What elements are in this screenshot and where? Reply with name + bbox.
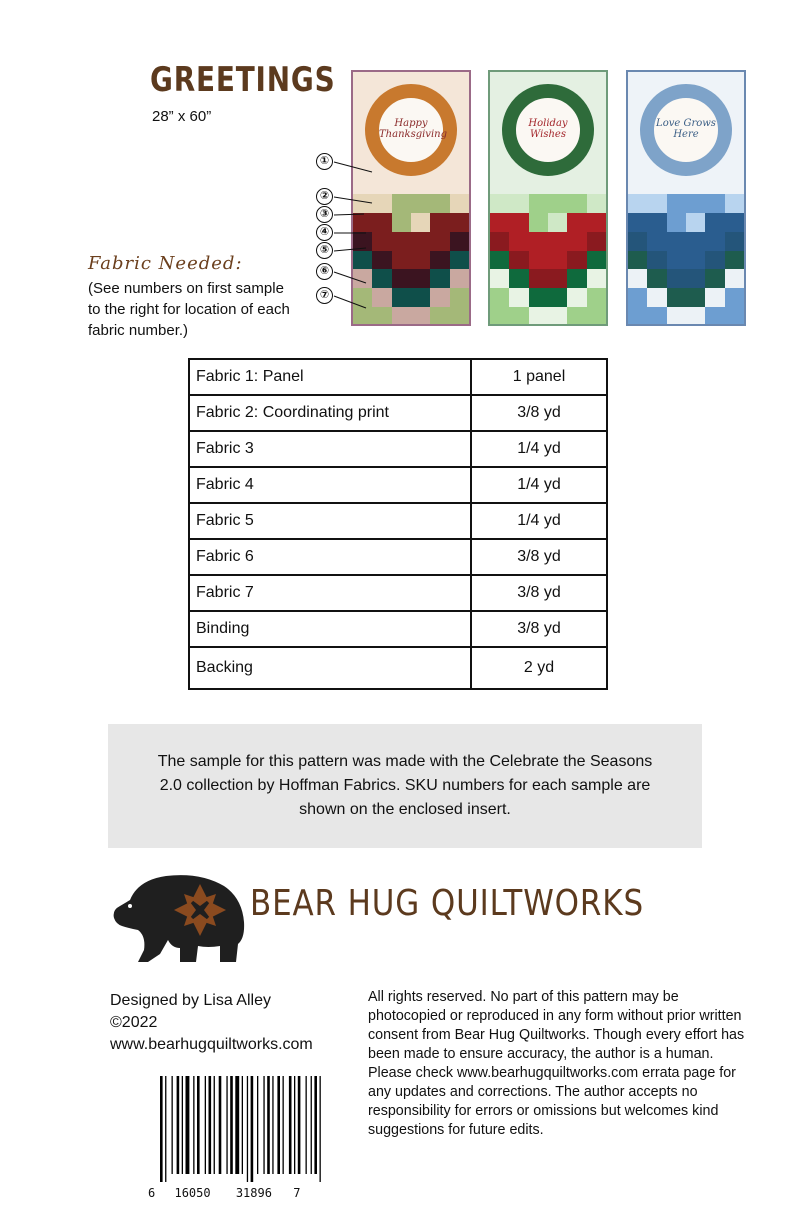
wreath-text: Happy Thanksgiving (379, 118, 447, 140)
barcode-group-right: 31896 (235, 1186, 272, 1200)
fabric-amount-cell: 1 panel (471, 359, 607, 395)
callout-number-3: ③ (316, 206, 333, 223)
bear-logo-icon (108, 866, 248, 966)
fabric-name-cell: Fabric 1: Panel (189, 359, 471, 395)
sample-info-line: 2.0 collection by Hoffman Fabrics. SKU numbers for each sample are (159, 777, 651, 794)
barcode-bar (205, 1076, 206, 1174)
barcode-bar (267, 1076, 270, 1174)
fabric-name-cell: Fabric 7 (189, 575, 471, 611)
barcode-bar (242, 1076, 243, 1174)
barcode-bar (209, 1076, 212, 1174)
designer-info (110, 990, 313, 1056)
sample-info-line: shown on the enclosed insert. (299, 801, 511, 818)
fabric-row (189, 395, 607, 431)
barcode-bar (314, 1076, 317, 1174)
fabric-row (189, 539, 607, 575)
fabric-name-cell: Binding (189, 611, 471, 647)
fabric-name-cell: Fabric 2: Coordinating print (189, 395, 471, 431)
barcode-digit-check: 7 (293, 1186, 301, 1200)
fabric-row (189, 359, 607, 395)
barcode-bar (277, 1076, 280, 1174)
barcode-bar (160, 1076, 163, 1182)
callout-number-6: ⑥ (316, 263, 333, 280)
callout-number-1: ① (316, 153, 333, 170)
barcode-bar (235, 1076, 239, 1174)
fabric-amount-cell: 1/4 yd (471, 431, 607, 467)
sample-info-box (108, 724, 702, 848)
designer-name: Designed by Lisa Alley (110, 992, 271, 1009)
barcode-bar (272, 1076, 273, 1174)
fabric-row (189, 611, 607, 647)
sample-info-line: The sample for this pattern was made with the Celebrate the Seasons (157, 753, 653, 770)
wreath-text: Holiday Wishes (528, 118, 568, 140)
fabric-row (189, 431, 607, 467)
leader-line-1 (334, 162, 372, 172)
pattern-title: GREETINGS (150, 60, 336, 100)
leader-line-6 (334, 272, 366, 283)
brand-name: BEAR HUG QUILTWORKS (250, 883, 644, 924)
leader-line-3 (334, 214, 364, 215)
fabric-name-cell: Fabric 4 (189, 467, 471, 503)
barcode-bar (306, 1076, 307, 1174)
fabric-name-cell: Fabric 3 (189, 431, 471, 467)
barcode-bar (251, 1076, 254, 1182)
fabric-note: (See numbers on first sample to the right for location of each fabric number.) (88, 280, 290, 339)
rights-statement: All rights reserved. No part of this pattern may be photocopied or reproduced in any form without prior written consent from Bear Hug Quiltworks. Though every effort has been made to ensure accuracy, the author is a human. Please check www.bearhugquiltworks.com errata page for any updates and corrections. The author accepts no responsibility for errors or omissions but welcomes kind suggestions for future edits. (368, 989, 745, 1138)
fabric-amount-cell: 3/8 yd (471, 575, 607, 611)
leader-line-2 (334, 197, 372, 203)
barcode-number (148, 1186, 300, 1200)
fabric-name-cell: Fabric 5 (189, 503, 471, 539)
barcode-bar (219, 1076, 222, 1174)
barcode-bar (230, 1076, 233, 1174)
callout-number-2: ② (316, 188, 333, 205)
barcode-bar (165, 1076, 166, 1182)
barcode-bar (320, 1076, 321, 1182)
barcode-bar (311, 1076, 312, 1174)
barcode-bar (186, 1076, 190, 1174)
barcode-bar (182, 1076, 183, 1174)
leader-line-7 (334, 296, 366, 308)
fabric-amount-cell: 3/8 yd (471, 395, 607, 431)
barcode-bar (226, 1076, 227, 1174)
fabric-row (189, 503, 607, 539)
barcode-icon (158, 1076, 322, 1184)
fabric-needed-heading: Fabric Needed: (88, 253, 243, 274)
copyright-year: ©2022 (110, 1014, 158, 1031)
barcode-bar (298, 1076, 301, 1174)
barcode-bar (193, 1076, 194, 1174)
fabric-requirements-table (188, 358, 608, 690)
fabric-amount-cell: 3/8 yd (471, 539, 607, 575)
barcode-bar (172, 1076, 173, 1174)
barcode-bar (283, 1076, 284, 1174)
fabric-row (189, 575, 607, 611)
barcode-bar (197, 1076, 200, 1174)
sample-info-text (108, 750, 702, 822)
leader-line-5 (334, 248, 366, 251)
fabric-amount-cell: 2 yd (471, 647, 607, 689)
fabric-amount-cell: 1/4 yd (471, 467, 607, 503)
fabric-row (189, 467, 607, 503)
barcode-bar (263, 1076, 264, 1174)
barcode-bar (257, 1076, 258, 1174)
barcode-bar (177, 1076, 180, 1174)
barcode-group-left: 16050 (174, 1186, 211, 1200)
finished-size: 28” x 60” (152, 108, 212, 125)
barcode-bar (247, 1076, 248, 1182)
fabric-amount-cell: 3/8 yd (471, 611, 607, 647)
website: www.bearhugquiltworks.com (110, 1036, 313, 1053)
callout-number-5: ⑤ (316, 242, 333, 259)
fabric-row (189, 647, 607, 689)
barcode-bar (294, 1076, 295, 1174)
barcode-bar (214, 1076, 215, 1174)
fabric-amount-cell: 1/4 yd (471, 503, 607, 539)
fabric-name-cell: Fabric 6 (189, 539, 471, 575)
callout-number-7: ⑦ (316, 287, 333, 304)
callout-number-4: ④ (316, 224, 333, 241)
barcode-digit-lead: 6 (148, 1186, 156, 1200)
barcode-bar (289, 1076, 292, 1174)
fabric-name-cell: Backing (189, 647, 471, 689)
wreath-text: Love Grows Here (656, 118, 716, 140)
